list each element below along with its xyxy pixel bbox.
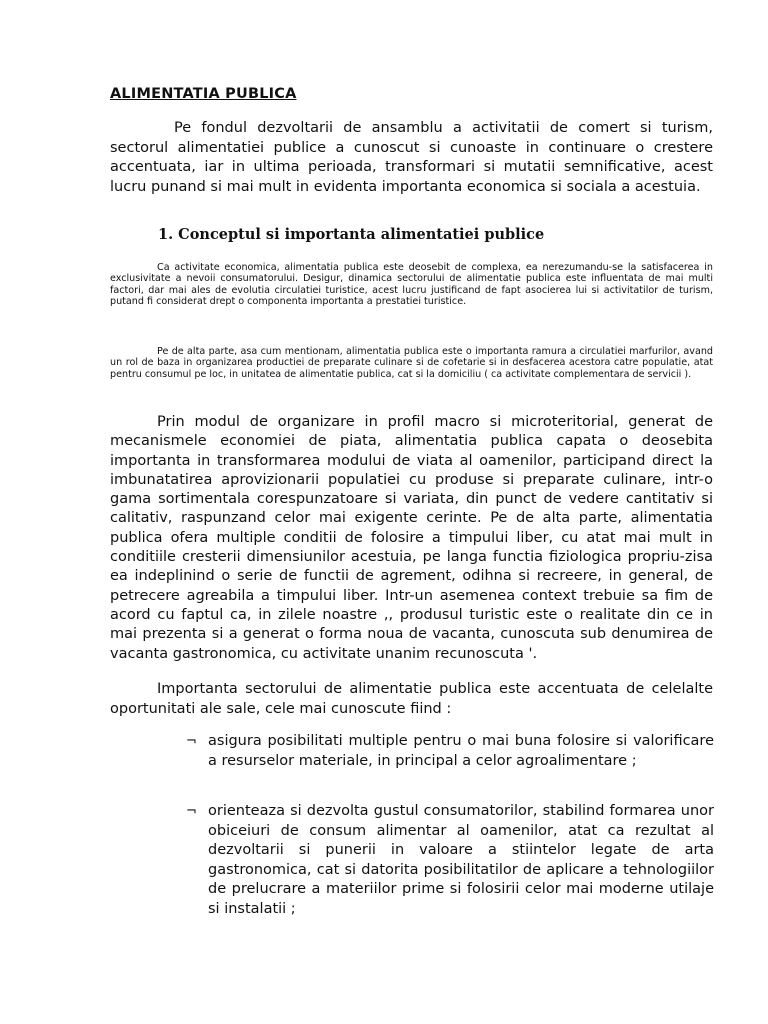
section-heading: 1. Conceptul si importanta alimentatiei publice bbox=[158, 226, 545, 243]
body-paragraph-4: Importanta sectorului de alimentatie publica este accentuata de celelalte oportunitati ale sale, cele mai cunoscute fiind : bbox=[110, 681, 713, 717]
bullet-text-2: orienteaza si dezvolta gustul consumatorilor, stabilind formarea unor obiceiuri de consum alimentar al oamenilor, atat ca rezultat al dezvoltarii si punerii in valoare a stiintelor legate de arta gastronomica, cat si datorita posibilitatilor de aplicare a tehnologiilor de prelucrare a materiilor prime si folosirii celor mai moderne utilaje si instalatii ; bbox=[208, 803, 714, 917]
bullet-item-2 bbox=[186, 802, 714, 917]
small-paragraph-1: Ca activitate economica, alimentatia publica este deosebit de complexa, ea nerezumandu-se la satisfacerea in exclusivitate a nevoii consumatorului. Desigur, dinamica sectorului de alimentatie publica este influentata de mai multi factori, dar mai ales de evolutia circulatiei turistice, acest lucru justificand de fapt asocierea lui si activitatilor de turism, putand fi considerat drept o componenta importanta a prestatiei turistice. bbox=[110, 262, 713, 307]
bullet-text-1: asigura posibilitati multiple pentru o mai buna folosire si valorificare a resurselor materiale, in principal a celor agroalimentare ; bbox=[208, 733, 714, 769]
small-paragraph-2: Pe de alta parte, asa cum mentionam, alimentatia publica este o importanta ramura a circulatiei marfurilor, avand un rol de baza in organizarea productiei de preparate culinare si de cofetarie si in desfacerea acestora catre populatie, atat pentru consumul pe loc, in unitatea de alimentatie publica, cat si la domiciliu ( ca activitate complementara de servicii ). bbox=[110, 346, 713, 380]
bullet-mark-icon: ¬ bbox=[186, 804, 197, 819]
bullet-mark-icon: ¬ bbox=[186, 734, 197, 749]
body-paragraph-3: Prin modul de organizare in profil macro si microteritorial, generat de mecanismele economiei de piata, alimentatia publica capata o deosebita importanta in transformarea modului de viata al oamenilor, participand direct la imbunatatirea aprovizionarii populatiei cu produse si preparate culinare, intr-o gama sortimentala corespunzatoare si variata, din punct de vedere cantitativ si calitativ, raspunzand celor mai exigente cerinte. Pe de alta parte, alimentatia publica ofera multiple conditii de folosire a timpului liber, cu atat mai mult in conditiile cresterii dimensiunilor acestuia, pe langa functia fiziologica propriu-zisa ea indeplinind o serie de functii de agrement, odihna si recreere, in general, de petrecere agreabila a timpului liber. Intr-un asemenea context trebuie sa fim de acord cu faptul ca, in zilele noastre ,, produsul turistic este o realitate din ce in mai prezenta si a generat o forma noua de vacanta, cunoscuta sub denumirea de vacanta gastronomica, cu activitate unanim recunoscuta '. bbox=[110, 414, 713, 662]
document-title: ALIMENTATIA PUBLICA bbox=[110, 86, 297, 102]
intro-paragraph: Pe fondul dezvoltarii de ansamblu a activitatii de comert si turism, sectorul alimentatiei publice a cunoscut si cunoaste in continuare o crestere accentuata, iar in ultima perioada, transformari si mutatii semnificative, acest lucru punand si mai mult in evidenta importanta economica si sociala a acestuia. bbox=[110, 120, 713, 195]
bullet-item-1 bbox=[186, 732, 714, 792]
